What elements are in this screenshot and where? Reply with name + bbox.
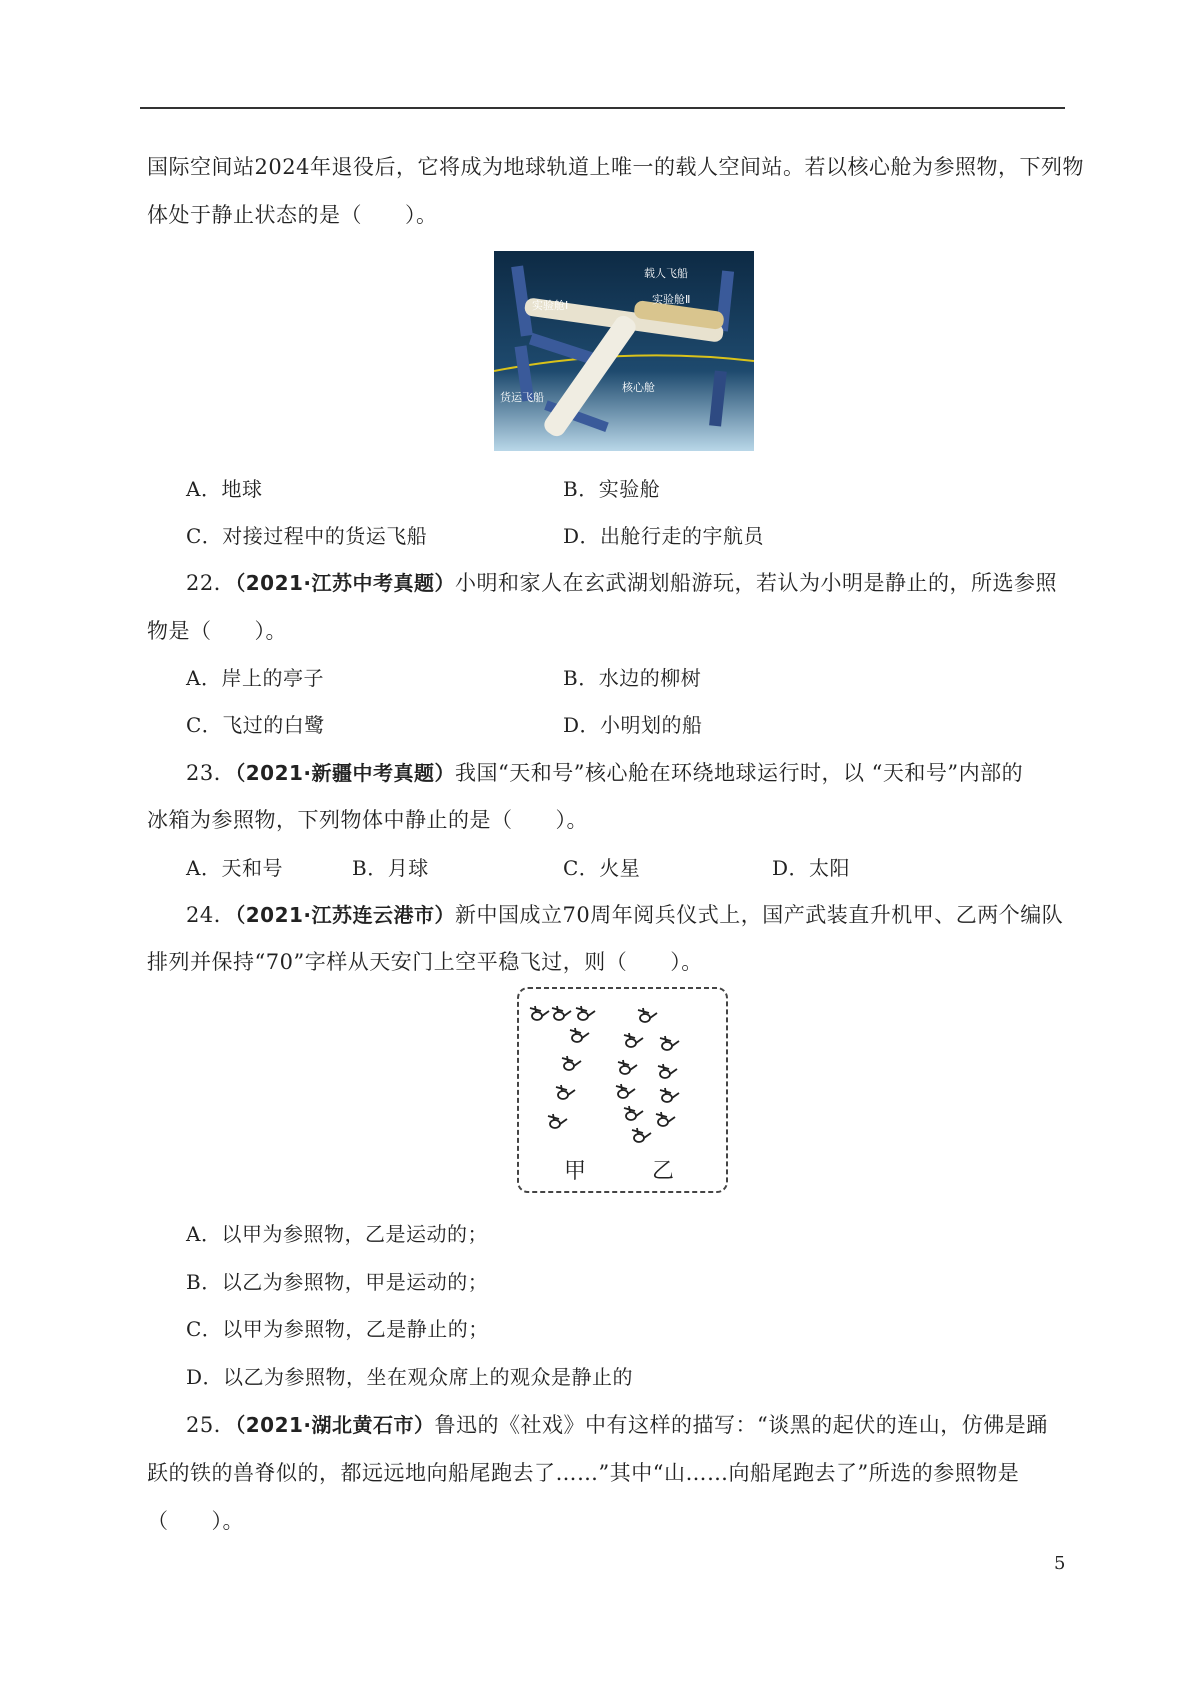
q23-number: 23．: [186, 761, 236, 785]
helicopter-formation-figure: [515, 985, 730, 1195]
helicopter-icon: [570, 1028, 589, 1042]
page-number: 5: [1054, 1553, 1066, 1574]
helicopter-icon: [632, 1128, 651, 1142]
helicopter-icon: [576, 1006, 595, 1020]
q23-stem-line2: 冰箱为参照物，下列物体中静止的是（ ）。: [147, 808, 588, 832]
helicopter-icon: [658, 1064, 677, 1078]
q21-stem-line2: 体处于静止状态的是（ ）。: [147, 203, 438, 227]
helicopter-icon: [562, 1056, 581, 1070]
q21-option-a: A．地球: [186, 477, 263, 501]
helicopter-icon: [530, 1006, 549, 1020]
q22-option-b: B．水边的柳树: [563, 666, 702, 690]
q23-source: （2021·新疆中考真题）: [235, 761, 455, 785]
helicopter-icon: [618, 1060, 637, 1074]
helicopter-icon: [660, 1036, 679, 1050]
helicopter-icon: [548, 1114, 567, 1128]
q22-stem-line2: 物是（ ）。: [147, 619, 287, 643]
helicopter-icon: [624, 1033, 643, 1047]
space-station-figure: [494, 251, 754, 451]
q24-number: 24．: [186, 903, 236, 927]
helicopter-icon: [616, 1084, 635, 1098]
q25-stem-text: 鲁迅的《社戏》中有这样的描写：“谈黑的起伏的连山，仿佛是踊: [434, 1413, 1048, 1437]
q25-source: （2021·湖北黄石市）: [235, 1413, 435, 1437]
label-lab-module-2: 实验舱Ⅱ: [652, 293, 691, 306]
label-cargo-ship: 货运飞船: [500, 391, 544, 404]
helicopter-icons: [530, 1006, 679, 1142]
q21-option-b: B．实验舱: [563, 477, 661, 501]
q22-number: 22．: [186, 571, 236, 595]
q24-stem-line1: [186, 899, 1063, 929]
q22-stem-text: 小明和家人在玄武湖划船游玩，若认为小明是静止的，所选参照: [455, 571, 1057, 595]
q22-option-c: C．飞过的白鹭: [186, 713, 325, 737]
q24-option-c: C．以甲为参照物，乙是静止的；: [186, 1317, 489, 1341]
label-crew-ship: 载人飞船: [644, 267, 688, 280]
helicopter-icon: [556, 1085, 575, 1099]
q22-stem-line1: [186, 567, 1057, 597]
helicopter-icon: [656, 1112, 675, 1126]
helicopter-icon: [624, 1106, 643, 1120]
helicopter-icon: [660, 1088, 679, 1102]
q24-option-a: A．以甲为参照物，乙是运动的；: [186, 1222, 488, 1246]
q22-option-a: A．岸上的亭子: [186, 666, 324, 690]
q23-option-d: D．太阳: [772, 856, 851, 880]
q25-number: 25．: [186, 1413, 236, 1437]
q23-option-a: A．天和号: [186, 856, 283, 880]
helicopter-icon: [638, 1008, 657, 1022]
q21-option-c: C．对接过程中的货运飞船: [186, 524, 428, 548]
label-yi: 乙: [651, 1159, 675, 1184]
q24-stem-text: 新中国成立70周年阅兵仪式上，国产武装直升机甲、乙两个编队: [455, 903, 1064, 927]
q25-stem-line3: （ ）。: [147, 1509, 244, 1533]
q24-stem-line2: 排列并保持“70”字样从天安门上空平稳飞过，则（ ）。: [147, 950, 703, 974]
label-core-module: 核心舱: [622, 381, 655, 394]
q22-source: （2021·江苏中考真题）: [235, 571, 455, 595]
q21-option-d: D．出舱行走的宇航员: [563, 524, 765, 548]
q24-option-d: D．以乙为参照物，坐在观众席上的观众是静止的: [186, 1365, 634, 1389]
q25-stem-line1: [186, 1409, 1048, 1439]
q25-stem-line2: 跃的铁的兽脊似的，都远远地向船尾跑去了……”其中“山……向船尾跑去了”所选的参照物是: [147, 1461, 1020, 1485]
q21-stem-line1: 国际空间站2024年退役后，它将成为地球轨道上唯一的载人空间站。若以核心舱为参照物，下列物: [147, 155, 1084, 179]
q23-option-c: C．火星: [563, 856, 641, 880]
label-lab-module-1: 实验舱Ⅰ: [532, 299, 569, 312]
q23-stem-text: 我国“天和号”核心舱在环绕地球运行时，以 “天和号”内部的: [455, 761, 1024, 785]
helicopter-icon: [552, 1006, 571, 1020]
label-jia: 甲: [563, 1159, 587, 1184]
q22-option-d: D．小明划的船: [563, 713, 703, 737]
q23-stem-line1: [186, 757, 1023, 787]
q24-source: （2021·江苏连云港市）: [235, 903, 455, 927]
header-rule: [140, 107, 1065, 109]
q24-option-b: B．以乙为参照物，甲是运动的；: [186, 1270, 489, 1294]
q23-option-b: B．月球: [352, 856, 429, 880]
